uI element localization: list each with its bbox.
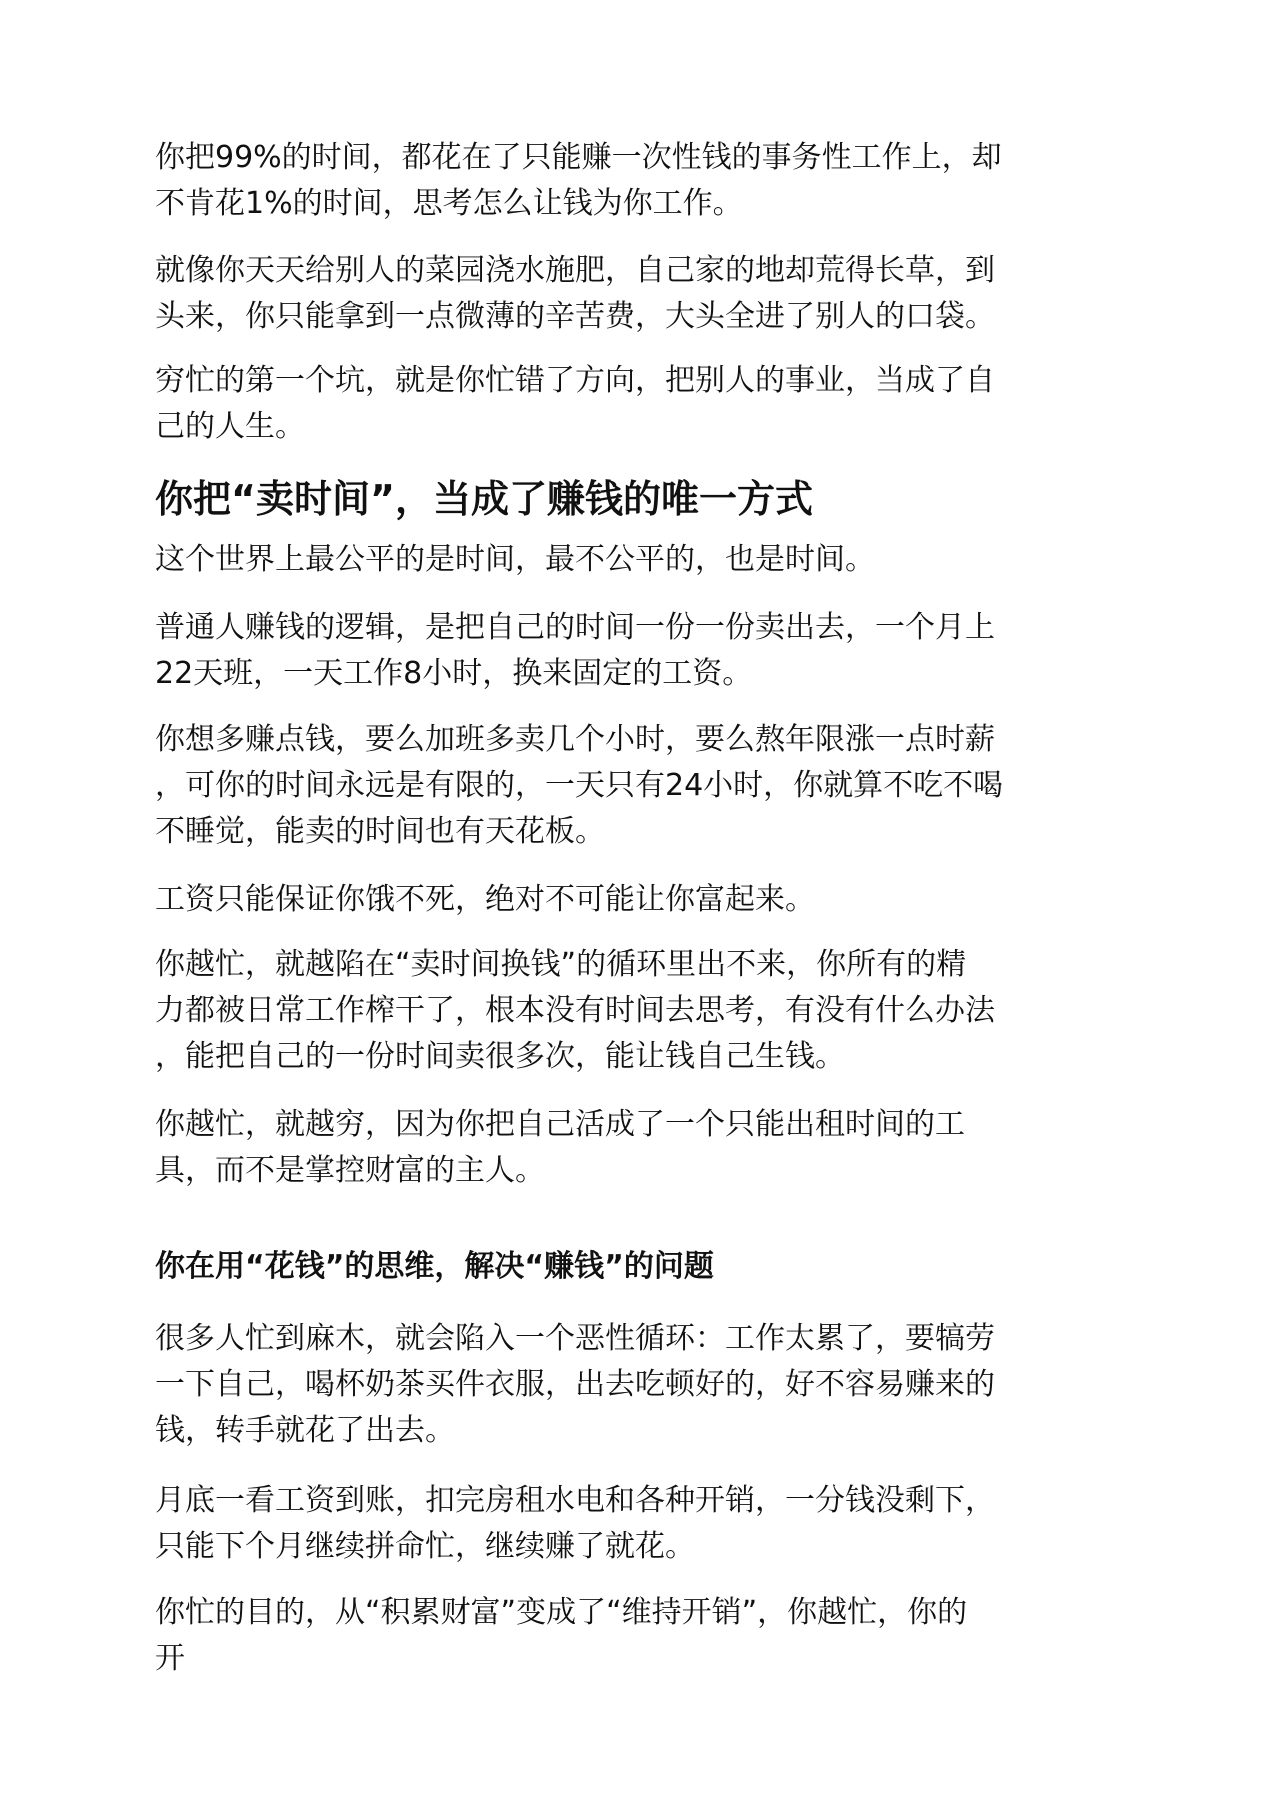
paragraph-7 xyxy=(155,877,1115,923)
section-heading: 你把“卖时间”，当成了赚钱的唯一方式 xyxy=(155,477,813,521)
text-line: 具，而不是掌控财富的主人。 xyxy=(155,1153,545,1188)
text-line: 这个世界上最公平的是时间，最不公平的，也是时间。 xyxy=(155,542,875,577)
text-line: 不睡觉，能卖的时间也有天花板。 xyxy=(155,814,605,849)
text-line: 22天班，一天工作8小时，换来固定的工资。 xyxy=(155,656,753,691)
text-line: 一下自己，喝杯奶茶买件衣服，出去吃顿好的，好不容易赚来的 xyxy=(155,1367,995,1402)
text-line: 你越忙，就越陷在“卖时间换钱”的循环里出不来，你所有的精 xyxy=(155,947,967,982)
paragraph-3 xyxy=(155,358,1115,450)
paragraph-11 xyxy=(155,1478,1115,1570)
paragraph-8 xyxy=(155,942,1115,1080)
text-line: 你想多赚点钱，要么加班多卖几个小时，要么熬年限涨一点时薪 xyxy=(155,722,995,757)
text-line: 力都被日常工作榨干了，根本没有时间去思考，有没有什么办法 xyxy=(155,993,995,1028)
text-line: 你忙的目的，从“积累财富”变成了“维持开销”，你越忙，你的 xyxy=(155,1595,968,1630)
paragraph-6 xyxy=(155,717,1115,855)
text-line: 你越忙，就越穷，因为你把自己活成了一个只能出租时间的工 xyxy=(155,1107,965,1142)
paragraph-10 xyxy=(155,1316,1115,1454)
section-heading: 你在用“花钱”的思维，解决“赚钱”的问题 xyxy=(155,1249,714,1284)
text-line: 己的人生。 xyxy=(155,409,305,444)
text-line: 只能下个月继续拼命忙，继续赚了就花。 xyxy=(155,1529,695,1564)
text-line: 工资只能保证你饿不死，绝对不可能让你富起来。 xyxy=(155,882,815,917)
text-line: 你把99%的时间，都花在了只能赚一次性钱的事务性工作上，却 xyxy=(155,140,1002,175)
text-line: 不肯花1%的时间，思考怎么让钱为你工作。 xyxy=(155,186,743,221)
text-line: 穷忙的第一个坑，就是你忙错了方向，把别人的事业，当成了自 xyxy=(155,363,995,398)
paragraph-12 xyxy=(155,1590,1115,1682)
paragraph-2 xyxy=(155,248,1115,340)
text-line: 很多人忙到麻木，就会陷入一个恶性循环：工作太累了，要犒劳 xyxy=(155,1321,995,1356)
text-line: 钱，转手就花了出去。 xyxy=(155,1413,455,1448)
text-line: 头来，你只能拿到一点微薄的辛苦费，大头全进了别人的口袋。 xyxy=(155,299,995,334)
text-line: 月底一看工资到账，扣完房租水电和各种开销，一分钱没剩下， xyxy=(155,1483,995,1518)
paragraph-4 xyxy=(155,537,1115,583)
paragraph-5 xyxy=(155,605,1115,697)
paragraph-9 xyxy=(155,1102,1115,1194)
paragraph-1 xyxy=(155,135,1115,227)
text-line: ，能把自己的一份时间卖很多次，能让钱自己生钱。 xyxy=(155,1039,845,1074)
text-line: 普通人赚钱的逻辑，是把自己的时间一份一份卖出去，一个月上 xyxy=(155,610,995,645)
text-line: ，可你的时间永远是有限的，一天只有24小时，你就算不吃不喝 xyxy=(155,768,1004,803)
text-line: 开 xyxy=(155,1641,185,1676)
text-line: 就像你天天给别人的菜园浇水施肥，自己家的地却荒得长草，到 xyxy=(155,253,995,288)
